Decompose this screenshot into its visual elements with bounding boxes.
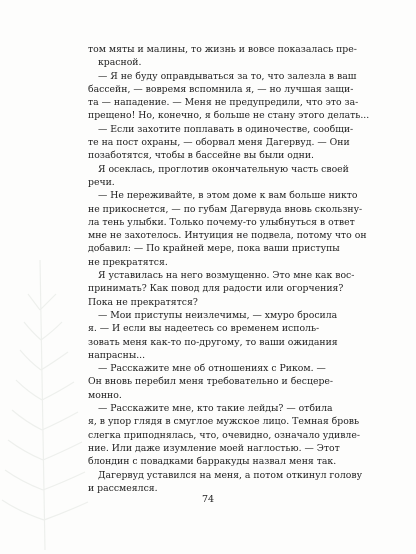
text-line: слегка приподнялась, что, очевидно, означало удивле- [88, 429, 360, 441]
text-line: прещено! Но, конечно, я больше не стану этого делать... [88, 110, 370, 122]
text-line: не прикоснется, — по губам Дагервуда вновь скользну- [88, 203, 363, 215]
text-line: та — нападение. — Меня не предупредили, что это за- [88, 97, 359, 109]
text-line: Пока не прекратятся? [88, 296, 198, 308]
text-line: — Расскажите мне об отношениях с Риком. — [98, 363, 326, 375]
text-line: монно. [88, 389, 122, 401]
page-number: 74 [201, 494, 215, 505]
text-line: и рассмеялся. [88, 482, 158, 494]
text-line: добавил: — По крайней мере, пока ваши приступы [88, 243, 340, 255]
text-line: бассейн, — вовремя вспомнила я, — но лучшая защи- [88, 83, 354, 95]
text-line: — Если захотите поплавать в одиночестве, сообщи- [98, 123, 354, 135]
text-line: речи. [88, 176, 115, 188]
text-line: не прекратятся. [88, 256, 168, 268]
text-line: — Мои приступы неизлечимы, — хмуро бросила [98, 309, 338, 321]
text-line: ние. Или даже изумление моей наглостью. — Этот [88, 442, 340, 454]
text-line: блондин с повадками барракуды назвал меня так. [88, 456, 337, 468]
text-line: красной. [98, 57, 142, 69]
text-line: я. — И если вы надеетесь со временем исполь- [88, 323, 320, 335]
text-line: том мяты и малины, то жизнь и вовсе показалась пре- [88, 44, 357, 55]
text-line: я, в упор глядя в смуглое мужское лицо. Темная бровь [88, 416, 360, 428]
text-line: — Расскажите мне, кто такие лейды? — отбила [98, 403, 333, 415]
text-line: Он вновь перебил меня требовательно и бесцере- [88, 376, 334, 388]
text-line: Я уставилась на него возмущенно. Это мне как вос- [98, 270, 355, 282]
text-line: — Я не буду оправдываться за то, что залезла в ваш [98, 70, 357, 82]
text-line: зовать меня как-то по-другому, то ваши ожидания [88, 336, 338, 348]
body-text [88, 43, 370, 495]
text-line: напрасны... [88, 349, 146, 361]
text-line: ла тень улыбки. Только почему-то улыбнуться в ответ [88, 216, 355, 228]
text-line: позаботятся, чтобы в бассейне вы были одни. [88, 150, 314, 162]
text-line: те на пост охраны, — оборвал меня Дагервуд. — Они [88, 137, 350, 149]
text-line: принимать? Как повод для радости или огорчения? [88, 283, 344, 295]
text-line: — Не переживайте, в этом доме к вам больше никто [98, 190, 358, 202]
text-line: мне не захотелось. Интуиция не подвела, потому что он [88, 230, 367, 242]
text-line: Дагервуд уставился на меня, а потом откинул голову [98, 469, 363, 481]
fern-watermark-icon [0, 250, 90, 554]
text-line: Я осеклась, проглотив окончательную часть своей [98, 163, 349, 175]
